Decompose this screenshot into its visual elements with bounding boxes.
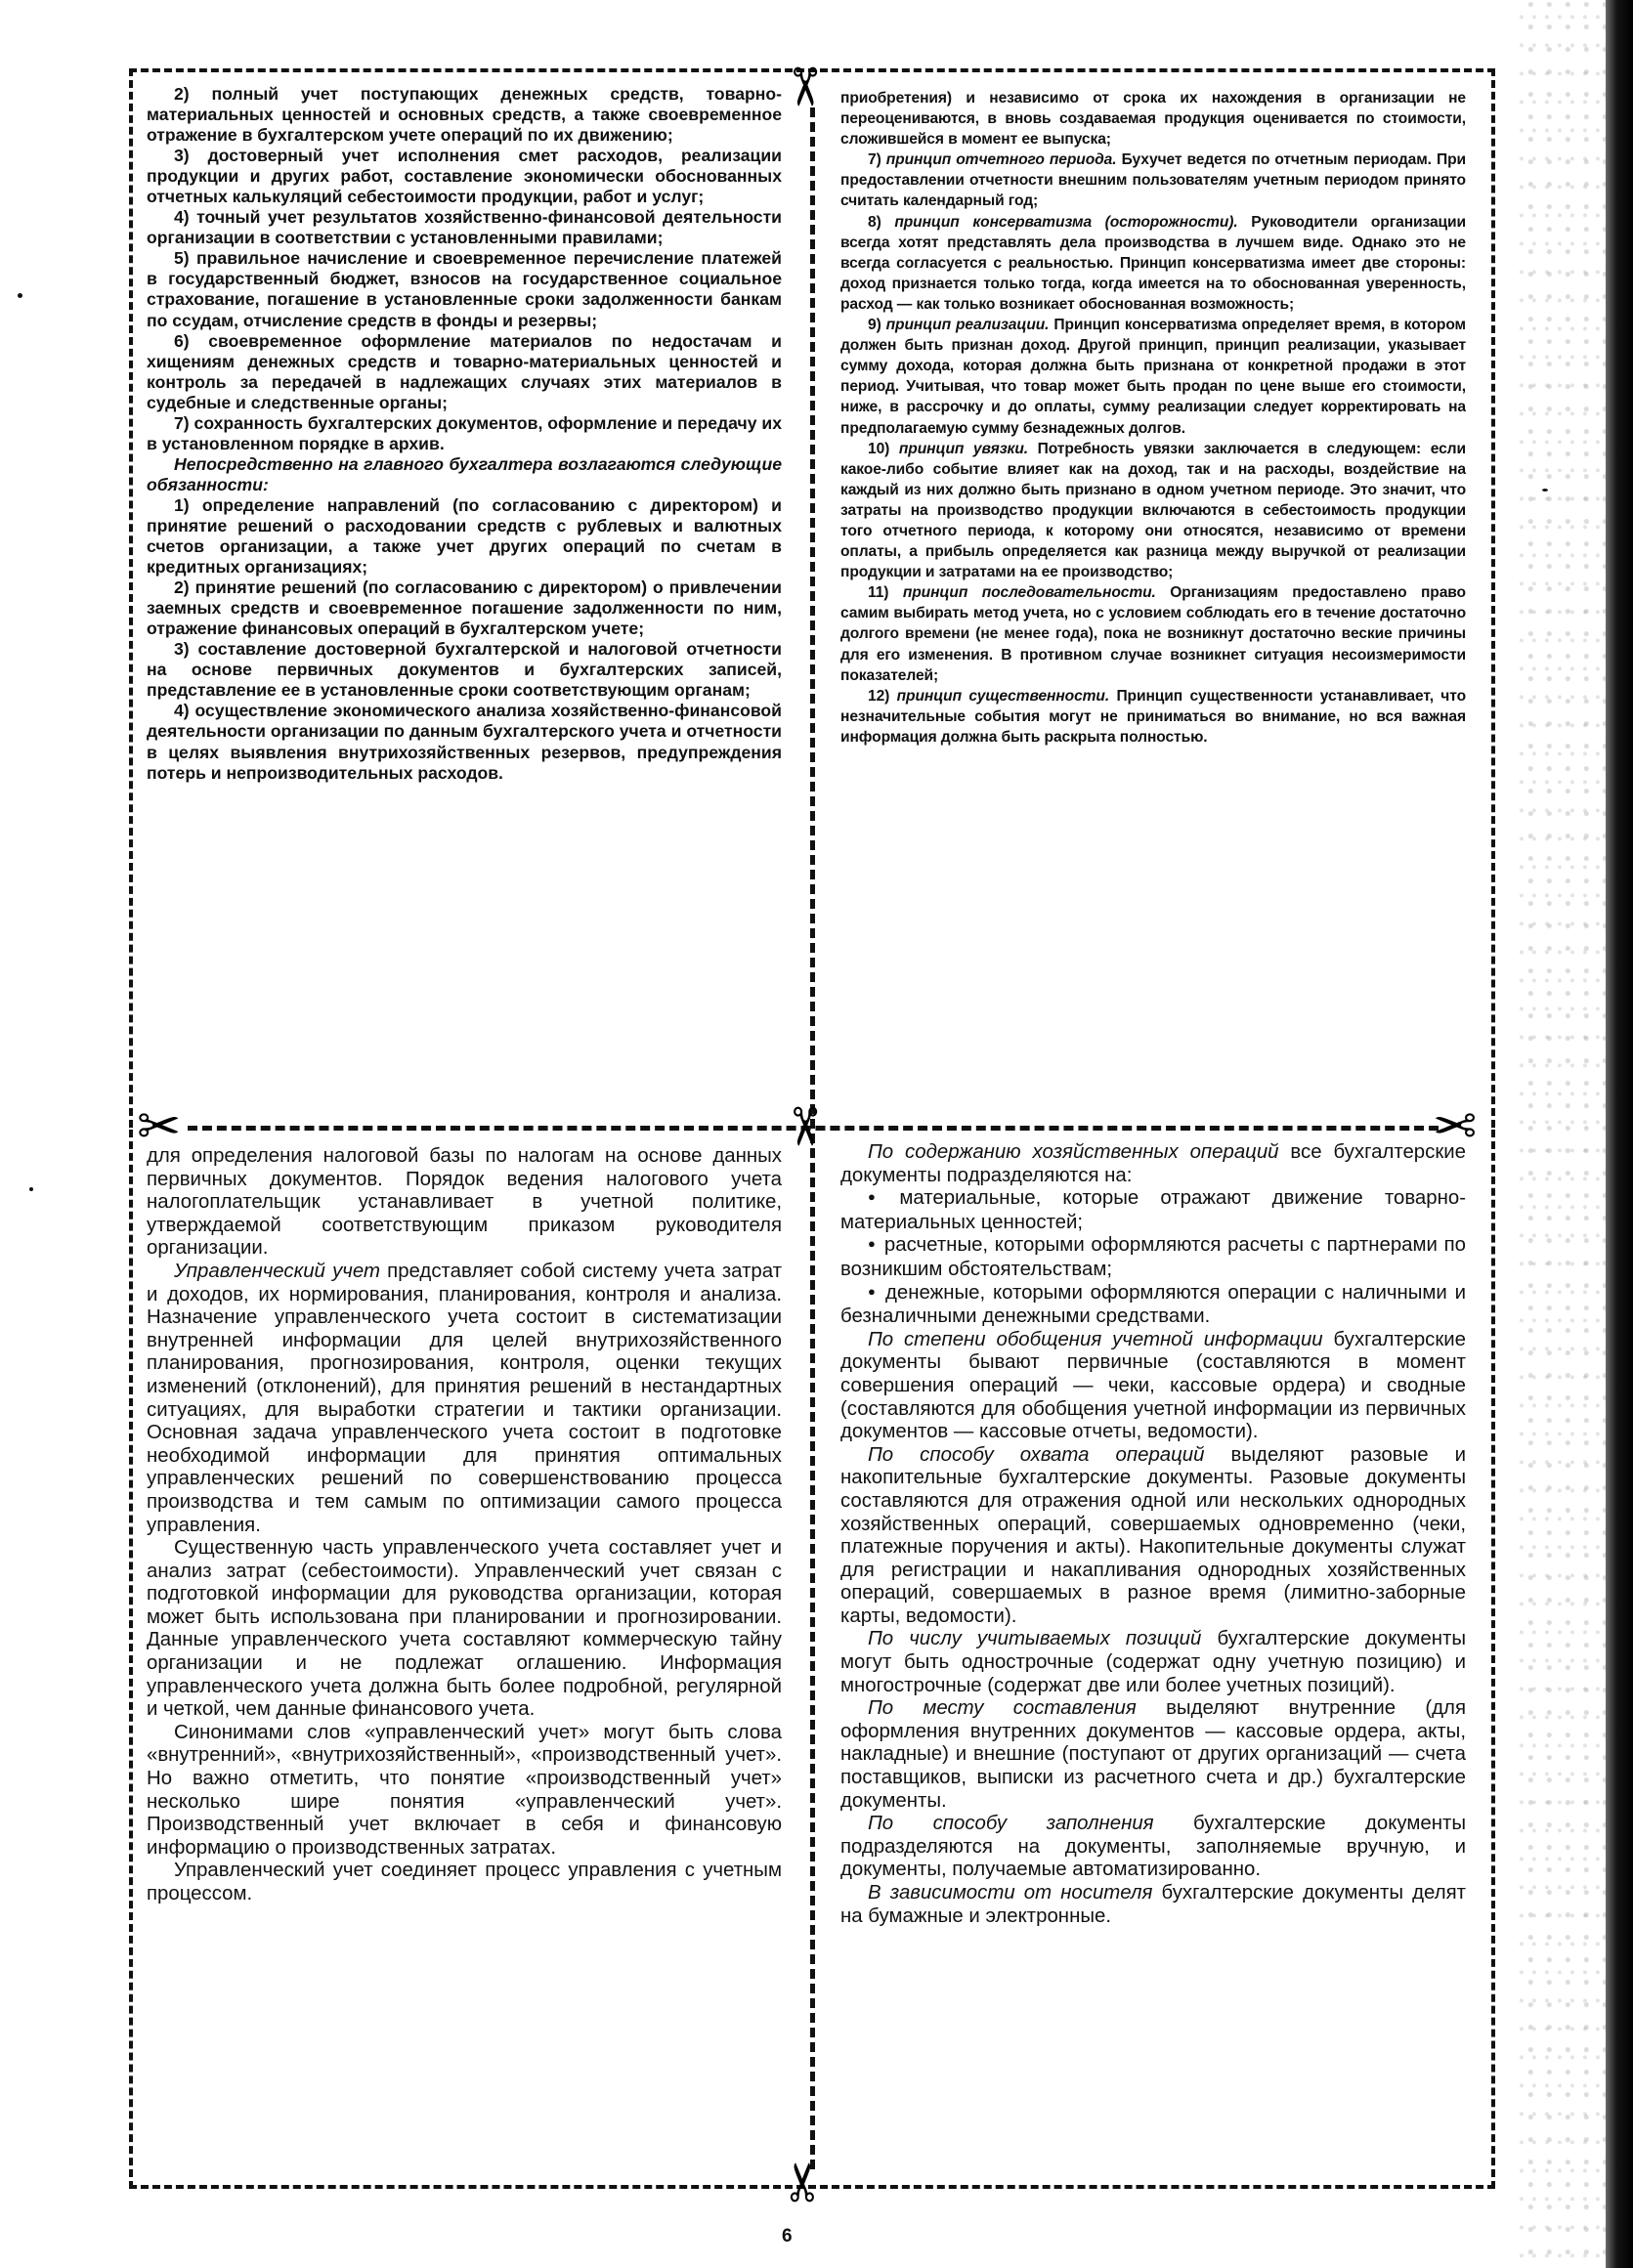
paragraph: По способу охвата операций выделяют разовые и накопительные бухгалтерские документы. Разовые документы составляются для отражения одной или нескольких однородных хозяйственных операций, совершаемых одновременно (чеки, платежные поручения и акты). Накопительные документы служат для регистрации и накапливания однородных хозяйственных операций, совершаемых в разное время (лимитно-заборные карты, ведомости). xyxy=(840,1443,1466,1627)
paragraph: 5) правильное начисление и своевременное перечисление платежей в государственный бюджет, взносов на государственное социальное страхование, погашение в установленные сроки задолженности банкам по ссудам, отчисление средств в фонды и резервы; xyxy=(147,248,782,330)
paragraph: По числу учитываемых позиций бухгалтерские документы могут быть однострочные (содержат одну учетную позицию) и многострочные (содержат две или более учетных позиций). xyxy=(840,1628,1466,1696)
paragraph: По способу заполнения бухгалтерские документы подразделяются на документы, заполняемые вручную, и документы, получаемые автоматизированно. xyxy=(840,1813,1466,1881)
bullet-item: ● материальные, которые отражают движение товарно-материальных ценностей; xyxy=(840,1187,1466,1234)
duty-item: 1) определение направлений (по согласованию с директором) и принятие решений о расходовании средств с рублевых и валютных счетов организации, а также учет других операций по счетам в кредитных организациях; xyxy=(147,494,782,578)
paragraph: Существенную часть управленческого учета составляет учет и анализ затрат (себестоимости). Управленческий учет связан с подготовкой информации для руководства организации, которая может быть использована при планировании и прогнозировании. Данные управленческого учета составляют коммерческую тайну организации и не подлежат оглашению. Информация управленческого учета должна быть более подробной, регулярной и четкой, чем данные финансового учета. xyxy=(147,1537,782,1721)
principle-item: 10) принцип увязки. Потребность увязки заключается в следующем: если какое-либо событие влияет как на доход, так и на расходы, воздействие на каждый из них должно быть признано в одном учетном периоде. Это значит, что затраты на производство продукции включаются в себестоимость продукции того отчетного периода, к которому они относятся, независимо от времени оплаты, а прибыль определяется как разница между выручкой от реализации продукции и затратами на ее производство; xyxy=(840,440,1466,581)
scan-speck xyxy=(18,293,22,298)
bottom-right-panel xyxy=(840,1141,1466,2177)
scan-edge-shadow xyxy=(1606,0,1633,2268)
bullet-item: ● расчетные, которыми оформляются расчеты с партнерами по возникшим обстоятельствам; xyxy=(840,1234,1466,1281)
bottom-left-panel xyxy=(147,1145,782,2171)
section-heading: Непосредственно на главного бухгалтера возлагаются следующие обязанности: xyxy=(147,453,782,494)
paragraph: Управленческий учет соединяет процесс управления с учетным процессом. xyxy=(147,1860,782,1904)
paragraph: 3) достоверный учет исполнения смет расходов, реализации продукции и других работ, составление экономически обоснованных отчетных калькуляций себестоимости продукции, работ и услуг; xyxy=(147,146,782,207)
scan-speck xyxy=(1542,489,1548,492)
paragraph: По степени обобщения учетной информации бухгалтерские документы бывают первичные (составляются в момент совершения операций — чеки, кассовые ордера) и сводные (составляются для обобщения учетной информации из первичных документов — кассовые отчеты, ведомости). xyxy=(840,1328,1466,1443)
duty-item: 4) осуществление экономического анализа хозяйственно-финансовой деятельности организации по данным бухгалтерского учета и отчетности в целях выявления внутрихозяйственных резервов, предупреждения потерь и непроизводительных расходов. xyxy=(147,701,782,783)
paragraph: 4) точный учет результатов хозяйственно-финансовой деятельности организации в соответствии с установленными правилами; xyxy=(147,207,782,248)
paragraph: Синонимами слов «управленческий учет» могут быть слова «внутренний», «внутрихозяйственный», «производственный учет». Но важно отметить, что понятие «производственный учет» несколько шире понятия «управленческий учет». Производственный учет включает в себя и финансовую информацию о производственных затратах. xyxy=(147,1721,782,1859)
scissors-icon: ✂ xyxy=(1433,1095,1478,1157)
paragraph: для определения налоговой базы по налогам на основе данных первичных документов. Порядок ведения налогового учета налогоплательщик устанавливает в учетной политике, утверждаемой соответствующим приказом руководителя организации. xyxy=(147,1145,782,1260)
principle-item: 12) принцип существенности. Принцип существенности устанавливает, что незначительные события могут не приниматься во внимание, но вся важная информация должна быть раскрыта полностью. xyxy=(840,687,1466,746)
scissors-icon: ✂ xyxy=(773,1104,836,1149)
duty-item: 3) составление достоверной бухгалтерской и налоговой отчетности на основе первичных документов и бухгалтерских записей, представление ее в установленные сроки соответствующим органам; xyxy=(147,639,782,701)
paragraph: Управленческий учет представляет собой систему учета затрат и доходов, их нормирования, планирования, контроля и анализа. Назначение управленческого учета состоит в систематизации внутренней информации для целей внутрихозяйственного планирования, прогнозирования, контроля, оценки текущих изменений (отклонений), для принятия решений в нестандартных ситуациях, для выработки стратегии и тактики организации. Основная задача управленческого учета состоит в подготовке необходимой информации для принятия оптимальных управленческих решений по совершенствованию процесса производства и тем самым по оптимизации самого процесса управления. xyxy=(147,1260,782,1536)
page-number: 6 xyxy=(782,2226,793,2247)
principle-item: 11) принцип последовательности. Организациям предоставлено право самим выбирать метод учета, но с условием соблюдать его в течение достаточно долгого времени (не менее года), пока не возникнут достаточно веские причины для его изменения. В противном случае возникнет ситуация несоизмеримости показателей; xyxy=(840,584,1466,684)
paragraph: 7) сохранность бухгалтерских документов, оформление и передачу их в установленном порядке в архив. xyxy=(147,412,782,453)
duty-item: 2) принятие решений (по согласованию с директором) о привлечении заемных средств и своевременное погашение задолженности по ним, отражение финансовых операций в бухгалтерском учете; xyxy=(147,578,782,639)
scissors-icon: ✂ xyxy=(137,1095,182,1157)
scissors-icon: ✂ xyxy=(773,64,836,109)
paragraph: По содержанию хозяйственных операций все бухгалтерские документы подразделяются на: xyxy=(840,1141,1466,1186)
top-right-panel xyxy=(840,88,1466,1085)
paragraph: В зависимости от носителя бухгалтерские документы делят на бумажные и электронные. xyxy=(840,1882,1466,1927)
paragraph: По месту составления выделяют внутренние (для оформления внутренних документов — кассовые ордера, акты, накладные) и внешние (поступают от других организаций — счета поставщиков, выписки из расчетного счета и др.) бухгалтерские документы. xyxy=(840,1697,1466,1812)
bullet-item: ● денежные, которыми оформляются операции с наличными и безналичными денежными средствами. xyxy=(840,1282,1466,1329)
principle-item: 9) принцип реализации. Принцип консерватизма определяет время, в котором должен быть признан доход. Другой принцип, принцип реализации, указывает сумму дохода, которая должна быть признана от конкретной продажи в этот период. Учитывая, что товар может быть продан по цене выше его стоимости, ниже, в рассрочку и до оплаты, сумму реализации следует корректировать на предполагаемую сумму безнадежных долгов. xyxy=(840,317,1466,437)
paragraph: приобретения) и независимо от срока их нахождения в организации не переоцениваются, в вновь создаваемая продукция оценивается по стоимости, сложившейся в момент ее выпуска; xyxy=(840,90,1466,149)
scan-edge-noise xyxy=(1518,0,1606,2268)
principle-item: 8) принцип консерватизма (осторожности). Руководители организации всегда хотят представлять дела производства в лучшем виде. Однако это не всегда согласуется с реальностью. Принцип консерватизма имеет две стороны: доход признается только тогда, когда имеется на то обоснованная уверенность, расход — как только возникает обоснованная возможность; xyxy=(840,213,1466,313)
paragraph: 6) своевременное оформление материалов по недостачам и хищениям денежных средств и товарно-материальных ценностей и контроль за передачей в надлежащих случаях этих материалов в судебные и следственные органы; xyxy=(147,330,782,412)
scan-speck xyxy=(29,1187,33,1191)
paragraph: 2) полный учет поступающих денежных средств, товарно-материальных ценностей и основных средств, а также своевременное отражение в бухгалтерском учете операций по их движению; xyxy=(147,84,782,146)
principle-item: 7) принцип отчетного периода. Бухучет ведется по отчетным периодам. При предоставлении отчетности внешним пользователям учетным периодом принято считать календарный год; xyxy=(840,151,1466,210)
top-left-panel xyxy=(147,84,782,1091)
scissors-icon: ✂ xyxy=(772,2160,835,2204)
